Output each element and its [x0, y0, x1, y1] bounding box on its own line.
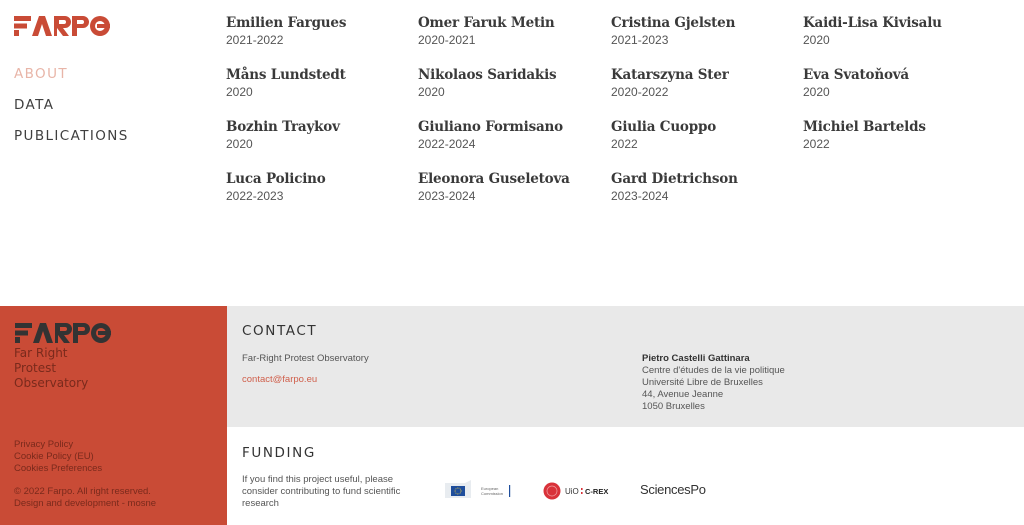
person-name: Nikolaos Saridakis [418, 67, 557, 83]
person-name: Giuliano Formisano [418, 119, 563, 135]
tagline-line: Far Right [14, 346, 68, 360]
contact-section [227, 306, 1024, 427]
person-card [803, 14, 988, 48]
person-card [226, 14, 411, 48]
person-years: 2020-2022 [611, 85, 669, 99]
person-years: 2023-2024 [418, 189, 476, 203]
european-commission-logo-icon [445, 480, 513, 500]
address-line: 1050 Bruxelles [642, 401, 705, 412]
address-line: Université Libre de Bruxelles [642, 377, 763, 388]
person-card [611, 118, 796, 152]
person-years: 2020 [418, 85, 445, 99]
person-years: 2022 [611, 137, 638, 151]
person-name: Eva Svatoňová [803, 67, 909, 83]
person-years: 2022 [803, 137, 830, 151]
person-years: 2020 [226, 137, 253, 151]
person-years: 2021-2023 [611, 33, 669, 47]
nav-item-publications[interactable]: PUBLICATIONS [14, 128, 129, 144]
person-name: Giulia Cuoppo [611, 119, 717, 135]
svg-text:European: European [481, 486, 499, 491]
contact-email-link[interactable]: contact@farpo.eu [242, 374, 318, 385]
person-name: Luca Policino [226, 171, 326, 187]
address-line: Centre d'études de la vie politique [642, 365, 785, 376]
person-name: Bozhin Traykov [226, 119, 340, 135]
farpo-logo-icon [14, 322, 112, 344]
person-name: Eleonora Guseletova [418, 171, 570, 187]
contact-address [642, 353, 785, 413]
funding-text: If you find this project useful, please consider contributing to fund scientific research [242, 474, 401, 509]
person-card [418, 170, 603, 204]
person-name: Måns Lundstedt [226, 67, 346, 83]
person-years: 2022-2024 [418, 137, 476, 151]
person-name: Kaidi-Lisa Kivisalu [803, 15, 942, 31]
footer-copyright [14, 486, 156, 510]
person-name: Cristina Gjelsten [611, 15, 736, 31]
person-name: Gard Dietrichson [611, 171, 738, 187]
farpo-logo-icon [14, 15, 110, 37]
address-name: Pietro Castelli Gattinara [642, 353, 750, 364]
sponsor-european-commission[interactable] [445, 480, 513, 500]
uio-crex-logo-icon [543, 482, 613, 500]
person-name: Emilien Fargues [226, 15, 347, 31]
person-card [803, 66, 988, 100]
person-card [226, 170, 411, 204]
svg-text:UiO: UiO [565, 487, 579, 496]
person-years: 2023-2024 [611, 189, 669, 203]
person-years: 2020-2021 [418, 33, 476, 47]
contact-org: Far-Right Protest Observatory [242, 353, 369, 364]
footer-tagline [14, 346, 134, 391]
credits-text[interactable]: Design and development - mosne [14, 498, 157, 509]
person-card [418, 118, 603, 152]
person-years: 2020 [226, 85, 253, 99]
person-card [226, 66, 411, 100]
person-card [418, 66, 603, 100]
footer-brand-panel [0, 306, 227, 525]
funding-section [227, 427, 1024, 525]
person-card [611, 14, 796, 48]
main-nav [14, 66, 129, 159]
nav-item-data[interactable]: DATA [14, 97, 55, 113]
person-years: 2022-2023 [226, 189, 284, 203]
person-name: Katarszyna Ster [611, 67, 729, 83]
cookie-preferences-link[interactable]: Cookies Preferences [14, 463, 103, 474]
sponsor-uio-crex[interactable] [543, 482, 613, 500]
footer-links [14, 439, 102, 475]
contact-title: CONTACT [242, 323, 318, 339]
privacy-policy-link[interactable]: Privacy Policy [14, 439, 74, 450]
tagline-line: Observatory [14, 376, 89, 390]
farpo-logo[interactable] [14, 15, 110, 37]
person-years: 2021-2022 [226, 33, 284, 47]
person-card [611, 170, 796, 204]
footer-farpo-logo[interactable] [14, 322, 112, 349]
copyright-text: © 2022 Farpo. All right reserved. [14, 486, 151, 497]
svg-text:Commission: Commission [481, 491, 504, 496]
person-card [803, 118, 988, 152]
cookie-policy-link[interactable]: Cookie Policy (EU) [14, 451, 94, 462]
person-card [611, 66, 796, 100]
sponsor-sciencespo[interactable]: SciencesPo [640, 482, 706, 497]
person-years: 2020 [803, 33, 830, 47]
person-name: Omer Faruk Metin [418, 15, 555, 31]
nav-item-about[interactable]: ABOUT [14, 66, 69, 82]
funding-title: FUNDING [242, 445, 316, 461]
svg-text:C-REX: C-REX [585, 487, 609, 496]
tagline-line: Protest [14, 361, 57, 375]
person-years: 2020 [803, 85, 830, 99]
person-card [418, 14, 603, 48]
address-line: 44, Avenue Jeanne [642, 389, 724, 400]
person-name: Michiel Bartelds [803, 119, 926, 135]
person-card [226, 118, 411, 152]
